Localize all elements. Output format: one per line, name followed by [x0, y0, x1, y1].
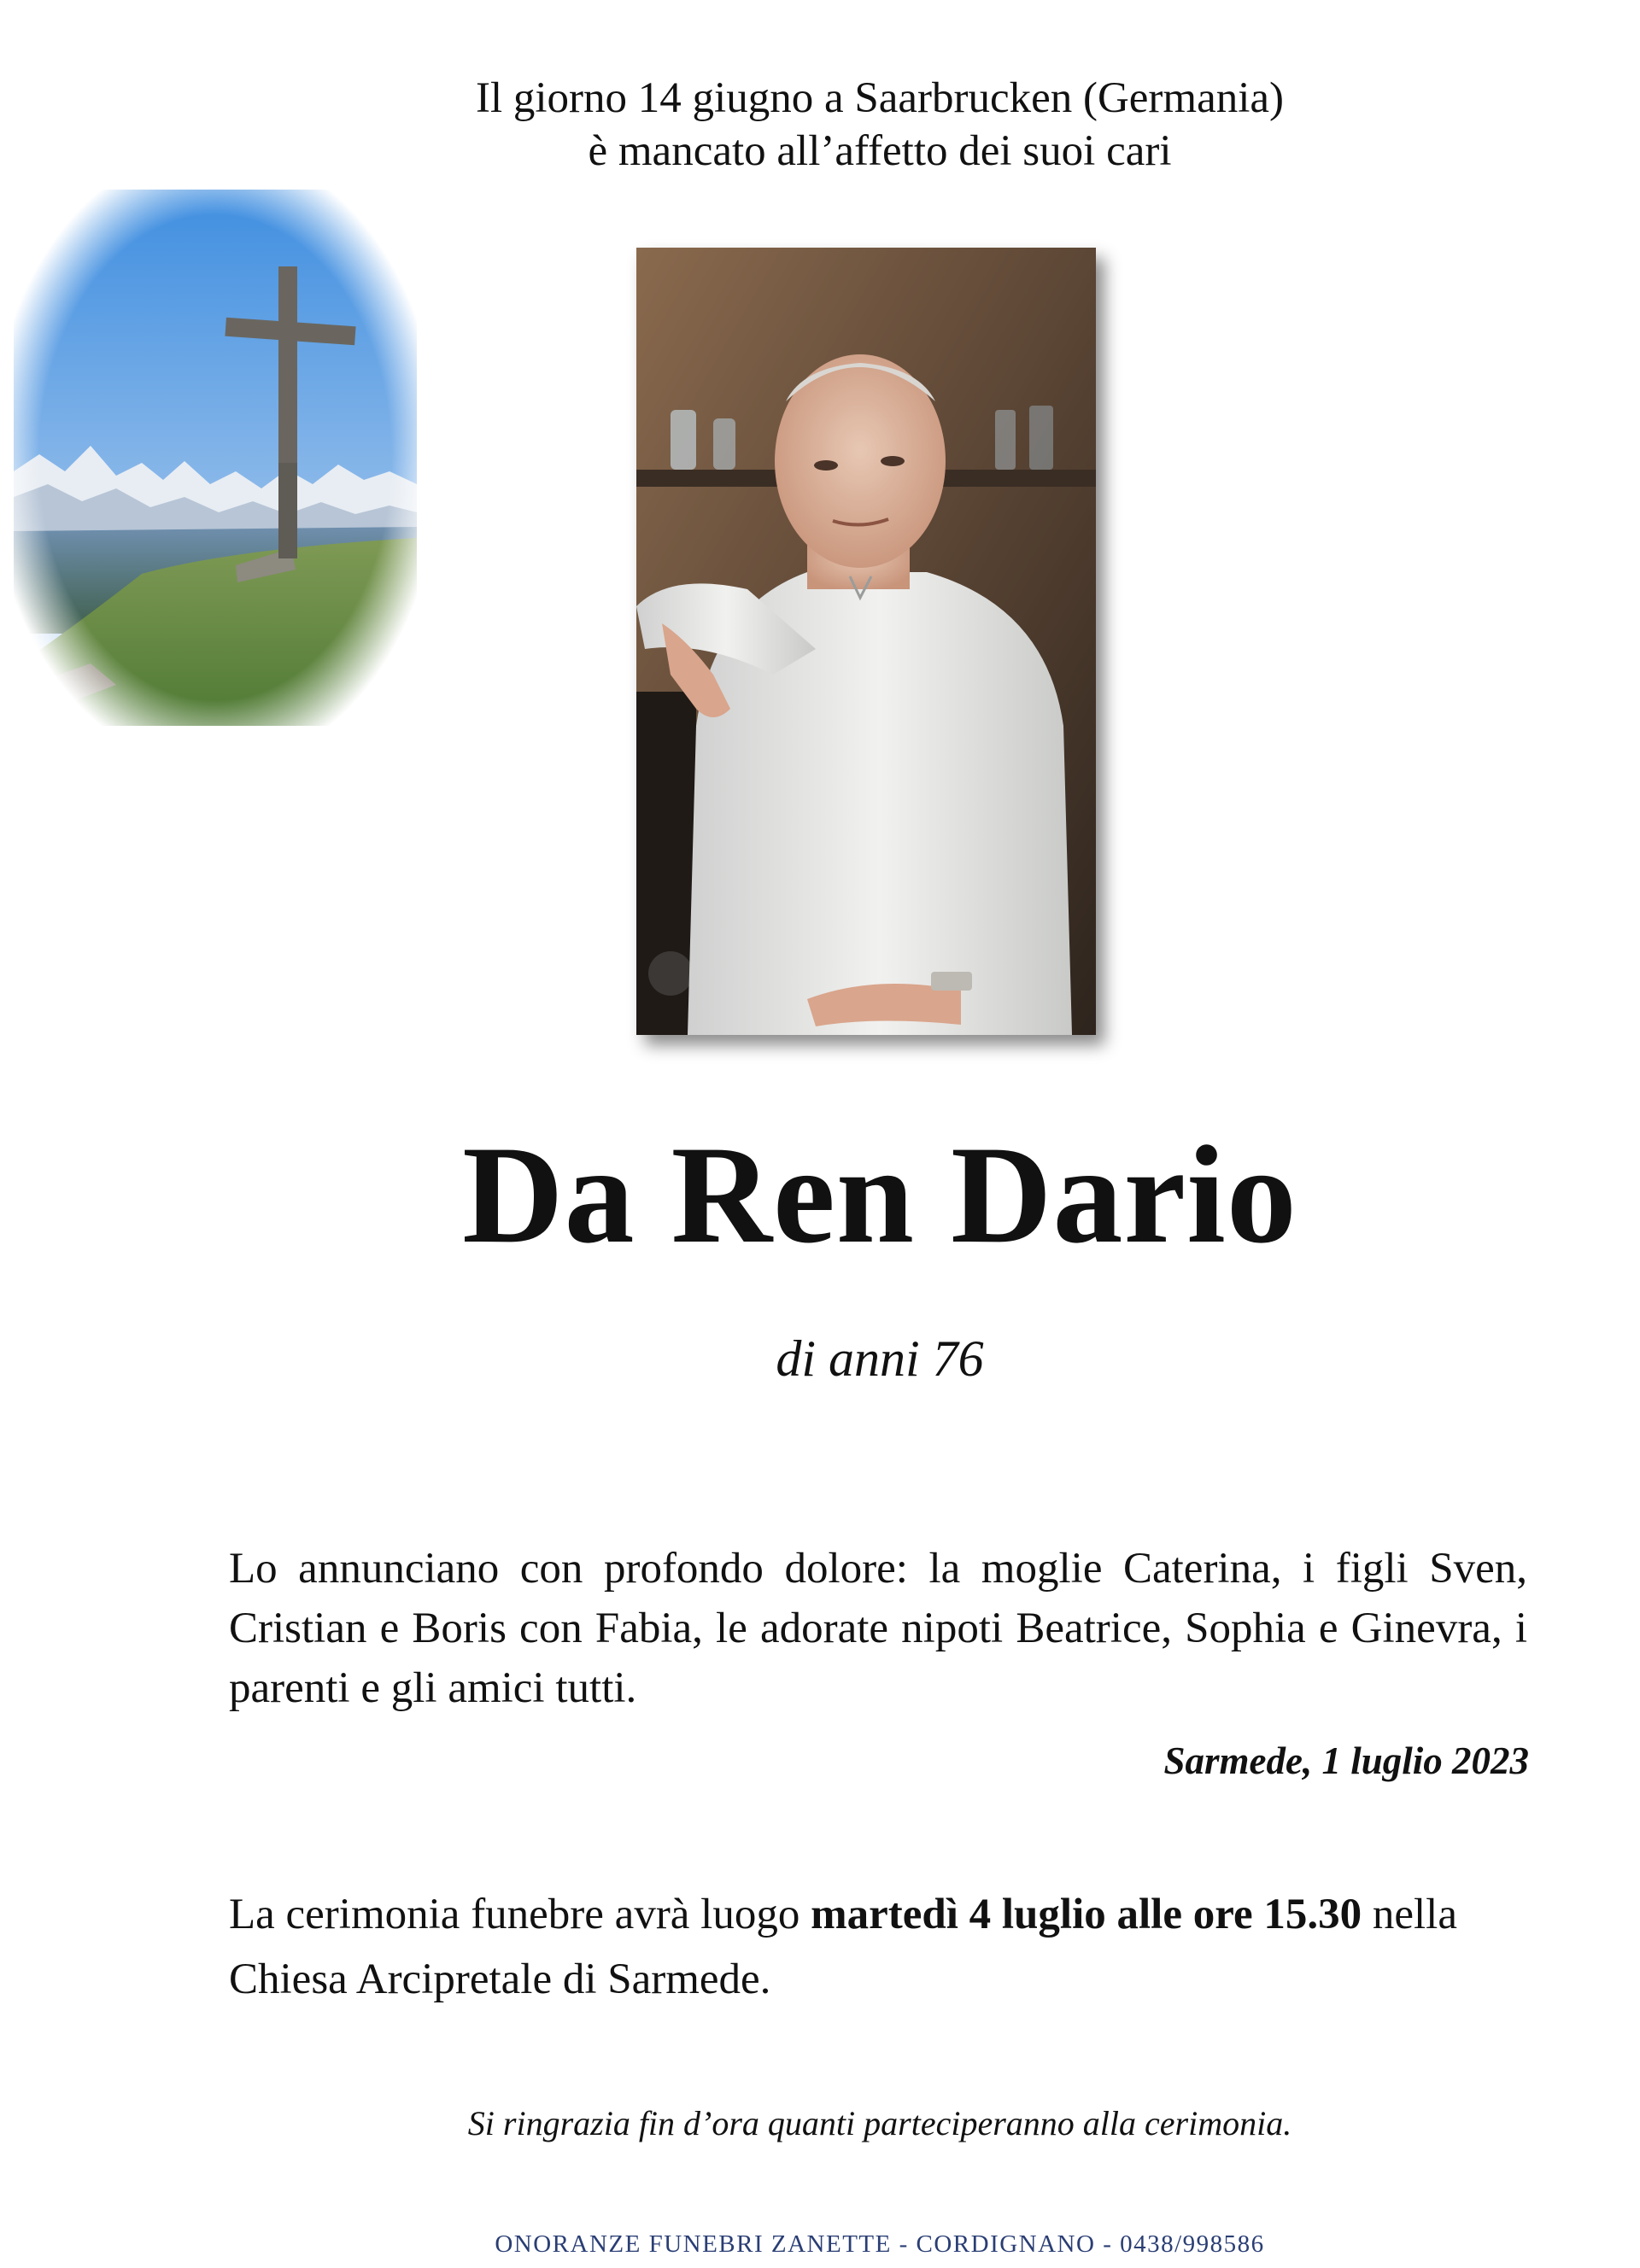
deceased-name: Da Ren Dario [462, 1118, 1297, 1272]
thanks-text: Si ringrazia fin d’ora quanti parteciperanno alla cerimonia. [467, 2104, 1292, 2142]
place-date: Sarmede, 1 luglio 2023 [1163, 1739, 1529, 1782]
funeral-home-footer: ONORANZE FUNEBRI ZANETTE - CORDIGNANO - 0438/998586 [495, 2230, 1265, 2258]
announcement-text: Lo annunciano con profondo dolore: la moglie Caterina, i figli Sven, Cristian e Boris con Fabia, le adorate nipoti Beatrice, Sophia e Ginevra, i parenti e gli amici tutti. [229, 1545, 1527, 1712]
intro-line-1: Il giorno 14 giugno a Saarbrucken (Germania) [475, 74, 1284, 122]
ceremony-prefix: La cerimonia funebre avrà luogo [229, 1891, 811, 1938]
deceased-age: di anni 76 [776, 1330, 984, 1387]
intro-text [325, 72, 1435, 178]
ceremony-date-time: martedì 4 luglio alle ore 15.30 [811, 1891, 1362, 1938]
ceremony-suffix: nella [1362, 1891, 1457, 1938]
ceremony-line-1 [229, 1882, 1561, 1947]
mountain-cross-photo [14, 190, 417, 726]
ceremony-line-2: Chiesa Arcipretale di Sarmede. [229, 1955, 771, 2003]
portrait-photo [636, 248, 1096, 1035]
intro-line-2: è mancato all’affetto dei suoi cari [588, 127, 1172, 175]
ceremony-info [229, 1882, 1561, 2012]
